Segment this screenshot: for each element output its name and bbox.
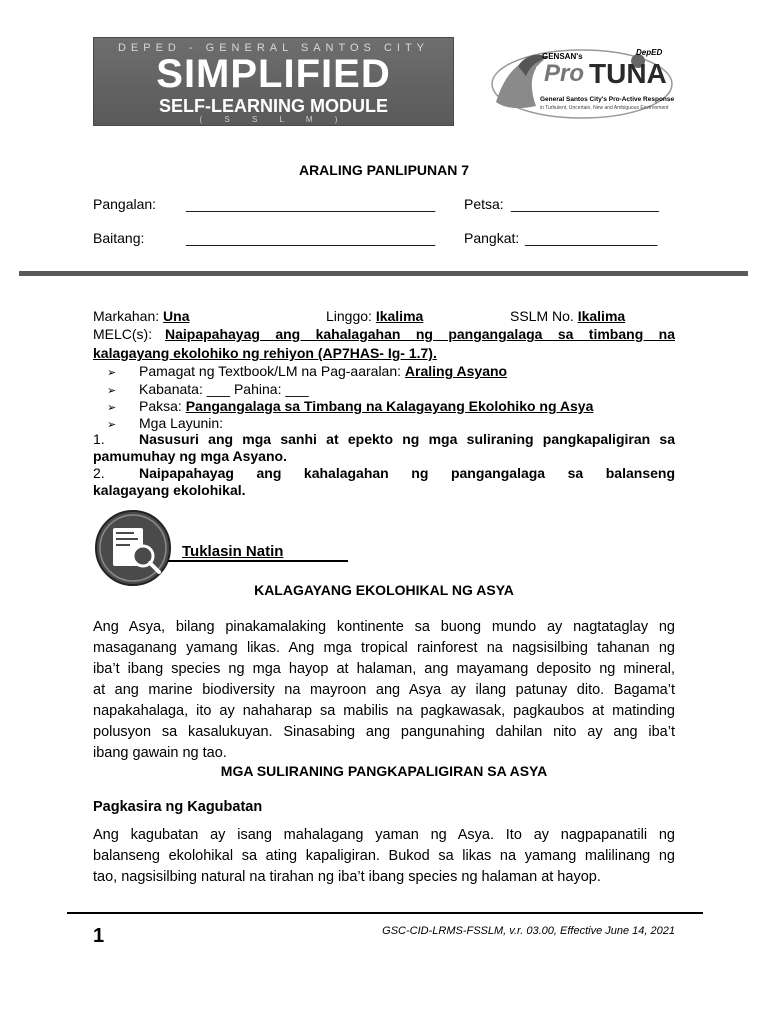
logo-tagline-2: in Turbulent, Uncertain, New and Ambiguous Environment xyxy=(540,105,669,111)
objective-2-number: 2. xyxy=(93,465,105,481)
markahan-label: Markahan: xyxy=(93,308,160,324)
footer-rule xyxy=(67,912,703,914)
heading-suliraning-pangkapaligiran: MGA SULIRANING PANGKAPALIGIRAN SA ASYA xyxy=(220,763,548,779)
paragraph-1 xyxy=(93,617,675,764)
objective-2-line-1: Naipapahayag ang kahalagahan ng pangangalaga sa balanseng xyxy=(139,465,675,481)
melc-text-line-2: kalagayang ekolohiko ng rehiyon (AP7HAS- Ig- 1.7). xyxy=(93,345,437,361)
pangalan-field[interactable]: ________________________________ xyxy=(186,196,436,212)
paragraph-line: Ang Asya, bilang pinakamalaking kontinente sa buong mundo ay nagtataglay ng xyxy=(93,619,675,635)
markahan xyxy=(93,308,190,325)
logo-gensan-text: GENSAN's xyxy=(542,52,583,61)
pamagat-value: Araling Asyano xyxy=(404,363,508,379)
linggo-label: Linggo: xyxy=(326,308,372,324)
paragraph-line: iba’t ibang species ng mga hayop at halaman, ang mayamang deposito ng mineral, xyxy=(93,661,675,677)
paksa-value: Pangangalaga sa Timbang na Kalagayang Ekolohiko ng Asya xyxy=(185,398,594,414)
arrow-bullet-icon: ➢ xyxy=(107,402,117,414)
banner-abbrev: ( S S L M ) xyxy=(199,115,348,124)
banner-top-text: DEPED - GENERAL SANTOS CITY xyxy=(117,42,430,54)
layunin-label: Mga Layunin: xyxy=(139,415,224,431)
page-number: 1 xyxy=(93,925,105,947)
subheading-pagkasira: Pagkasira ng Kagubatan xyxy=(93,799,263,815)
paragraph-line: masaganang yamang likas. Ang mga tropical rainforest na nagsisilbing tahanan ng xyxy=(93,640,675,656)
melc-text-line-1: Naipapahayag ang kahalagahan ng pangangalaga sa timbang na xyxy=(165,326,675,342)
sslm-banner xyxy=(93,37,454,126)
petsa-field[interactable]: ___________________ xyxy=(511,196,659,212)
linggo-value: Ikalima xyxy=(375,308,424,324)
baitang-field[interactable]: ________________________________ xyxy=(186,230,436,246)
arrow-bullet-icon: ➢ xyxy=(107,385,117,397)
markahan-value: Una xyxy=(163,308,190,324)
divider xyxy=(19,271,748,276)
sslm-label: SSLM No. xyxy=(510,308,574,324)
pamagat-label: Pamagat ng Textbook/LM na Pag-aaralan: xyxy=(139,363,402,379)
paragraph-line: Ang kagubatan ay isang mahalagang yaman ng Asya. Ito ay nagpapanatili ng xyxy=(93,827,675,843)
sslm-no xyxy=(510,308,625,325)
sslm-value: Ikalima xyxy=(577,308,626,324)
subject-title: ARALING PANLIPUNAN 7 xyxy=(298,162,470,178)
pangalan-label: Pangalan: xyxy=(93,196,157,212)
banner-title: SIMPLIFIED xyxy=(156,52,391,96)
paragraph-line: polusyon sa kasalukuyan. Sinasabing ang pangunahing dahilan nito ay ang iba’t xyxy=(93,724,675,740)
protuna-logo xyxy=(488,44,676,126)
arrow-bullet-icon: ➢ xyxy=(107,419,117,431)
banner-subtitle: SELF-LEARNING MODULE xyxy=(159,96,388,116)
pangkat-label: Pangkat: xyxy=(464,230,520,246)
objective-2-line-2: kalagayang ekolohikal. xyxy=(93,482,246,498)
pangkat-field[interactable]: _________________ xyxy=(525,230,658,246)
objective-1-line-2: pamumuhay ng mga Asyano. xyxy=(93,448,287,464)
paragraph-line: balanseng ekolohikal sa ating kapaligiran. Bukod sa likas na yamang malilinang ng xyxy=(93,848,675,864)
logo-deped-text: DepED xyxy=(636,48,663,57)
objective-1-number: 1. xyxy=(93,431,105,447)
paragraph-line: at ang marine biodiversity na mayroon ang Asya ay ilang patunay dito. Bagama’t xyxy=(93,682,675,698)
paragraph-line: tao, nagsisilbing natural na tirahan ng iba’t ibang species ng halaman at hayop. xyxy=(93,869,601,885)
arrow-bullet-icon: ➢ xyxy=(107,367,117,379)
paragraph-line: ibang gawain ng tao. xyxy=(93,745,227,761)
logo-pro-text: Pro xyxy=(544,60,585,87)
paksa-item xyxy=(139,398,593,415)
book-magnifier-icon xyxy=(93,508,175,590)
heading-kalagayang-ekolohikal: KALAGAYANG EKOLOHIKAL NG ASYA xyxy=(254,582,514,598)
baitang-label: Baitang: xyxy=(93,230,145,246)
pamagat-item xyxy=(139,363,507,380)
section-underline xyxy=(168,560,348,562)
kabanata-item: Kabanata: ___ Pahina: ___ xyxy=(139,381,309,397)
paksa-label: Paksa: xyxy=(139,398,182,414)
linggo xyxy=(326,308,423,325)
melc-label: MELC(s): xyxy=(93,326,153,342)
paragraph-2 xyxy=(93,825,675,888)
logo-tagline: General Santos City's Pro-Active Response xyxy=(540,96,675,103)
objective-1-line-1: Nasusuri ang mga sanhi at epekto ng mga suliraning pangkapaligiran sa xyxy=(139,431,675,447)
petsa-label: Petsa: xyxy=(464,196,504,212)
footer-code: GSC-CID-LRMS-FSSLM, v.r. 03.00, Effective June 14, 2021 xyxy=(382,925,675,937)
section-title: Tuklasin Natin xyxy=(182,543,284,560)
paragraph-line: napakahalaga, ito ay nahaharap sa mabilis na pagkawasak, pagkaubos at matinding xyxy=(93,703,675,719)
logo-tuna-text: TUNA xyxy=(589,58,667,89)
